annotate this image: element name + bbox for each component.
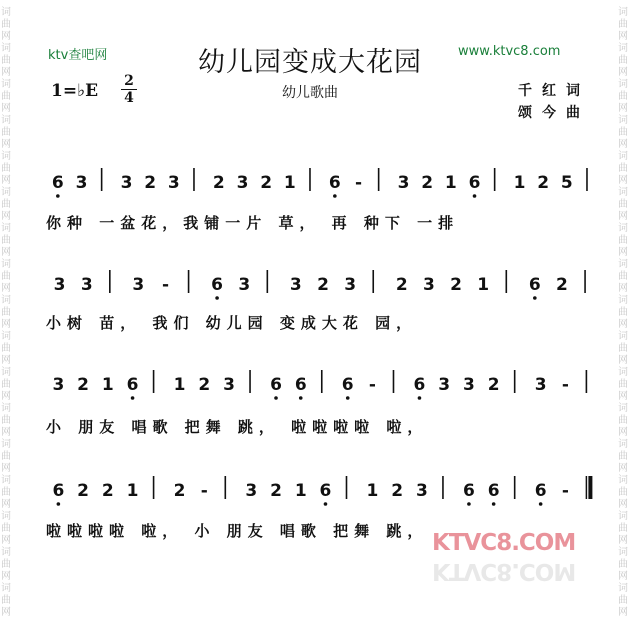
- note: 2: [487, 375, 500, 395]
- note: 1: [283, 173, 296, 193]
- low-octave-dot: [418, 396, 422, 400]
- note: 1: [126, 481, 139, 501]
- note: 3: [52, 375, 65, 395]
- time-signature-top: 2: [124, 73, 134, 89]
- side-strip-char: 网: [1, 499, 11, 510]
- note: 3: [223, 375, 235, 395]
- low-octave-dot: [324, 502, 328, 506]
- side-strip-char: 曲: [618, 415, 628, 426]
- note: 1: [444, 173, 457, 193]
- side-strip-char: 词: [618, 187, 628, 198]
- side-strip-char: 网: [618, 319, 628, 330]
- note: 2: [77, 375, 90, 395]
- side-strip-char: 曲: [618, 163, 628, 174]
- side-strip-char: 网: [618, 175, 628, 186]
- note: 2: [260, 173, 273, 193]
- side-strip-char: 词: [618, 295, 628, 306]
- site-name-left: ktv查吧网: [48, 48, 108, 63]
- side-strip-char: 曲: [1, 415, 11, 426]
- low-octave-dot: [467, 502, 471, 506]
- note: 6: [341, 375, 354, 395]
- side-strip-char: 曲: [618, 343, 628, 354]
- side-strip-char: 词: [618, 43, 628, 54]
- note: 6: [328, 173, 341, 193]
- note: -: [354, 173, 363, 193]
- note: 3: [236, 173, 249, 193]
- side-strip-char: 曲: [618, 271, 628, 282]
- note: 5: [560, 173, 573, 193]
- side-strip-char: 词: [1, 475, 11, 486]
- side-strip-char: 词: [1, 439, 11, 450]
- note: 2: [270, 481, 282, 501]
- note: 6: [319, 481, 332, 501]
- song-genre: 幼儿歌曲: [282, 85, 338, 101]
- side-strip-char: 网: [618, 571, 628, 582]
- side-strip-char: 词: [618, 151, 628, 162]
- side-strip-char: 曲: [1, 91, 11, 102]
- note: -: [561, 481, 569, 501]
- note: 1: [366, 481, 379, 501]
- side-strip-char: 网: [618, 463, 628, 474]
- side-strip-char: 词: [618, 115, 628, 126]
- note: 3: [167, 173, 180, 193]
- side-strip-char: 词: [1, 259, 11, 270]
- side-strip-char: 词: [1, 115, 11, 126]
- note: 1: [294, 481, 307, 501]
- side-strip-char: 网: [618, 247, 628, 258]
- note: 6: [534, 481, 547, 501]
- side-strip-char: 网: [618, 31, 628, 42]
- side-strip-char: 网: [618, 607, 628, 618]
- side-strip-char: 词: [1, 547, 11, 558]
- side-strip-char: 词: [618, 403, 628, 414]
- side-strip-char: 曲: [1, 559, 11, 570]
- side-strip-char: 网: [1, 571, 11, 582]
- side-strip-char: 曲: [1, 127, 11, 138]
- side-strip-char: 网: [1, 103, 11, 114]
- note: 3: [289, 275, 302, 295]
- site-url-right: www.ktvc8.com: [458, 44, 561, 59]
- note: 3: [53, 275, 66, 295]
- key-signature: 1=♭E: [51, 81, 99, 101]
- side-strip-char: 曲: [618, 307, 628, 318]
- side-strip-char: 词: [1, 187, 11, 198]
- note: 1: [513, 173, 526, 193]
- note: 6: [468, 173, 481, 193]
- side-strip-char: 曲: [618, 559, 628, 570]
- side-strip-char: 网: [1, 319, 11, 330]
- side-strip-char: 网: [618, 499, 628, 510]
- note: 3: [120, 173, 133, 193]
- side-strip-char: 网: [618, 427, 628, 438]
- side-strip-char: 曲: [1, 379, 11, 390]
- note: 2: [101, 481, 114, 501]
- song-title: 幼儿园变成大花园: [198, 47, 422, 78]
- note: 3: [344, 275, 357, 295]
- note: 6: [51, 173, 64, 193]
- side-strip-char: 词: [1, 151, 11, 162]
- time-signature-bottom: 4: [124, 90, 134, 106]
- side-strip-char: 网: [1, 31, 11, 42]
- side-strip-char: 词: [1, 295, 11, 306]
- side-strip-char: 曲: [1, 523, 11, 534]
- note: 3: [245, 481, 258, 501]
- side-strip-char: 词: [618, 331, 628, 342]
- note: 2: [450, 275, 462, 295]
- side-strip-char: 网: [1, 139, 11, 150]
- note: 2: [391, 481, 404, 501]
- side-strip-char: 网: [618, 535, 628, 546]
- low-octave-dot: [274, 396, 278, 400]
- low-octave-dot: [56, 194, 60, 198]
- side-strip-char: 网: [1, 355, 11, 366]
- note: -: [161, 275, 170, 295]
- note: 3: [132, 275, 145, 295]
- side-strip-char: 词: [618, 439, 628, 450]
- side-strip-char: 词: [1, 223, 11, 234]
- note: 6: [528, 275, 541, 295]
- side-strip-char: 曲: [1, 55, 11, 66]
- note: 6: [270, 375, 282, 395]
- side-strip-char: 曲: [618, 235, 628, 246]
- side-strip-char: 词: [1, 583, 11, 594]
- side-strip-char: 网: [618, 211, 628, 222]
- side-strip-char: 网: [1, 67, 11, 78]
- side-strip-char: 网: [1, 283, 11, 294]
- side-strip-char: 词: [618, 223, 628, 234]
- note: 2: [537, 173, 550, 193]
- ktvc8-watermark: KTVC8.COM: [432, 530, 576, 556]
- ktvc8-watermark-reflection: KTVC8.COM: [432, 558, 576, 584]
- low-octave-dot: [346, 396, 350, 400]
- side-strip-char: 网: [1, 463, 11, 474]
- note: 2: [144, 173, 157, 193]
- note: 3: [422, 275, 435, 295]
- note: 3: [397, 173, 410, 193]
- note: 2: [395, 275, 408, 295]
- composer-credit: 颂今曲: [518, 105, 590, 121]
- side-strip-char: 词: [618, 547, 628, 558]
- side-strip-char: 网: [1, 247, 11, 258]
- low-octave-dot: [299, 396, 303, 400]
- note: 1: [173, 375, 186, 395]
- side-strip-char: 词: [618, 511, 628, 522]
- side-strip-char: 词: [618, 7, 628, 18]
- lyrics-line: 小 朋友 唱歌 把舞 跳， 啦啦啦啦 啦，: [46, 418, 429, 436]
- note: 3: [462, 375, 475, 395]
- side-strip-char: 网: [618, 139, 628, 150]
- low-octave-dot: [492, 502, 496, 506]
- side-strip-char: 曲: [1, 19, 11, 30]
- side-strip-char: 曲: [618, 523, 628, 534]
- note: 3: [534, 375, 547, 395]
- note: 2: [317, 275, 329, 295]
- note: 6: [294, 375, 307, 395]
- side-strip-char: 网: [1, 607, 11, 618]
- lyrics-line: 你种 一盆花，我铺一片 草， 再 种下 一排: [46, 214, 460, 232]
- note: 3: [438, 375, 451, 395]
- note: -: [200, 481, 208, 501]
- side-strip-char: 词: [1, 367, 11, 378]
- lyrics-line: 小树 苗， 我们 幼儿园 变成大花 园，: [46, 314, 418, 332]
- note: 2: [198, 375, 211, 395]
- side-strip-char: 词: [618, 259, 628, 270]
- side-strip-char: 词: [1, 79, 11, 90]
- side-strip-char: 曲: [1, 271, 11, 282]
- low-octave-dot: [473, 194, 477, 198]
- note: 6: [126, 375, 139, 395]
- side-strip-char: 词: [618, 367, 628, 378]
- note: 2: [556, 275, 568, 295]
- side-strip-char: 网: [618, 355, 628, 366]
- note: 3: [80, 275, 93, 295]
- note: 2: [212, 173, 225, 193]
- note: 2: [77, 481, 90, 501]
- note: 2: [421, 173, 434, 193]
- side-strip-char: 词: [618, 475, 628, 486]
- low-octave-dot: [131, 396, 135, 400]
- side-strip-char: 曲: [1, 307, 11, 318]
- side-strip-char: 网: [1, 427, 11, 438]
- side-strip-char: 曲: [618, 91, 628, 102]
- note: 6: [487, 481, 500, 501]
- side-strip-char: 曲: [618, 19, 628, 30]
- low-octave-dot: [57, 502, 61, 506]
- lyricist-credit: 千红词: [518, 83, 590, 99]
- side-strip-char: 曲: [1, 487, 11, 498]
- note: 3: [416, 481, 428, 501]
- side-strip-char: 曲: [618, 55, 628, 66]
- note: 6: [413, 375, 426, 395]
- side-strip-char: 曲: [1, 163, 11, 174]
- note: 6: [211, 275, 224, 295]
- side-strip-char: 网: [1, 535, 11, 546]
- side-strip-char: 词: [1, 331, 11, 342]
- note: 2: [173, 481, 186, 501]
- side-strip-char: 曲: [618, 595, 628, 606]
- side-strip-char: 词: [1, 7, 11, 18]
- note: 1: [477, 275, 490, 295]
- side-strip-char: 词: [618, 79, 628, 90]
- note: 6: [462, 481, 475, 501]
- side-strip-char: 曲: [618, 379, 628, 390]
- side-strip-char: 曲: [618, 451, 628, 462]
- low-octave-dot: [533, 296, 537, 300]
- note: 3: [75, 173, 88, 193]
- low-octave-dot: [215, 296, 219, 300]
- side-strip-char: 词: [1, 43, 11, 54]
- side-strip-char: 曲: [618, 487, 628, 498]
- side-strip-char: 网: [618, 391, 628, 402]
- side-strip-char: 网: [618, 283, 628, 294]
- side-strip-char: 曲: [1, 235, 11, 246]
- side-strip-char: 词: [1, 511, 11, 522]
- side-strip-char: 网: [618, 103, 628, 114]
- side-strip-char: 曲: [1, 595, 11, 606]
- low-octave-dot: [333, 194, 337, 198]
- side-strip-char: 词: [618, 583, 628, 594]
- note: -: [368, 375, 376, 395]
- lyrics-line: 啦啦啦啦 啦， 小 朋友 唱歌 把舞 跳，: [46, 522, 429, 540]
- note: 3: [238, 275, 251, 295]
- side-strip-char: 网: [1, 175, 11, 186]
- side-strip-char: 网: [1, 211, 11, 222]
- side-strip-char: 曲: [618, 127, 628, 138]
- side-strip-char: 曲: [618, 199, 628, 210]
- note: -: [561, 375, 569, 395]
- low-octave-dot: [539, 502, 543, 506]
- side-strip-char: 词: [1, 403, 11, 414]
- side-strip-char: 曲: [1, 343, 11, 354]
- side-strip-char: 曲: [1, 451, 11, 462]
- side-strip-char: 曲: [1, 199, 11, 210]
- note: 6: [52, 481, 65, 501]
- note: 1: [101, 375, 114, 395]
- side-strip-char: 网: [1, 391, 11, 402]
- side-strip-char: 网: [618, 67, 628, 78]
